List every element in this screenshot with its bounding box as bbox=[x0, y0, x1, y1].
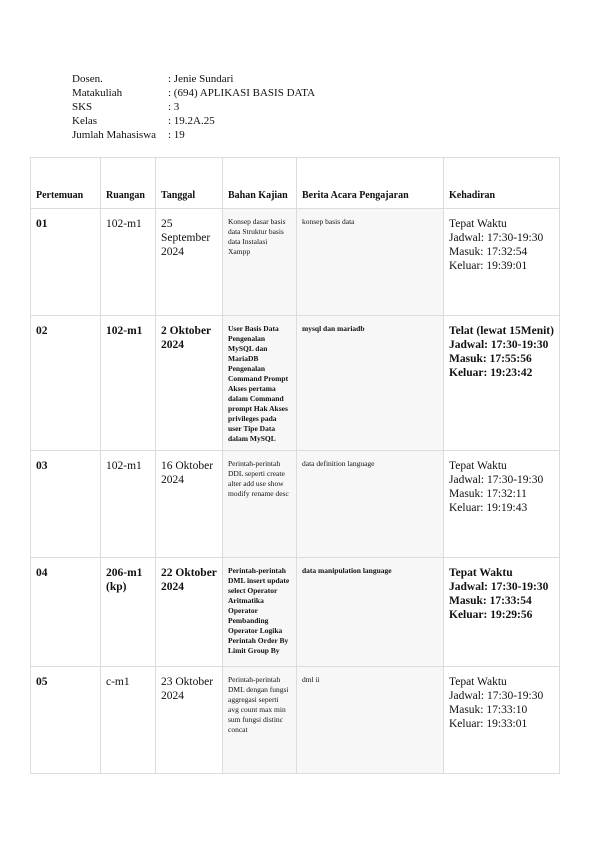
info-row-sks bbox=[72, 100, 315, 114]
table-header-row bbox=[31, 158, 560, 209]
cell-tanggal: 25 September 2024 bbox=[156, 209, 223, 316]
cell-berita-acara: data manipulation language bbox=[297, 558, 444, 667]
cell-bahan-kajian: Perintah-perintah DML insert update select Operator Aritmatika Operator Pembanding Operator Logika Perintah Order By Limit Group By bbox=[223, 558, 297, 667]
header-ruangan: Ruangan bbox=[101, 158, 156, 209]
kehadiran-masuk: Masuk: 17:32:54 bbox=[449, 246, 528, 258]
table-row bbox=[31, 558, 560, 667]
info-value: : 19 bbox=[168, 129, 185, 141]
info-row-matakuliah bbox=[72, 86, 315, 100]
header-tanggal: Tanggal bbox=[156, 158, 223, 209]
cell-ruangan: 102-m1 bbox=[101, 316, 156, 451]
cell-pertemuan: 05 bbox=[31, 667, 101, 774]
kehadiran-masuk: Masuk: 17:32:11 bbox=[449, 488, 527, 500]
kehadiran-jadwal: Jadwal: 17:30-19:30 bbox=[449, 581, 549, 593]
kehadiran-keluar: Keluar: 19:33:01 bbox=[449, 718, 528, 730]
cell-ruangan: 102-m1 bbox=[101, 451, 156, 558]
cell-pertemuan: 01 bbox=[31, 209, 101, 316]
kehadiran-status: Tepat Waktu bbox=[449, 218, 507, 230]
header-bahan-kajian: Bahan Kajian bbox=[223, 158, 297, 209]
header-pertemuan: Pertemuan bbox=[31, 158, 101, 209]
table-row bbox=[31, 209, 560, 316]
info-label: Matakuliah bbox=[72, 87, 123, 99]
kehadiran-status: Tepat Waktu bbox=[449, 676, 507, 688]
kehadiran-jadwal: Jadwal: 17:30-19:30 bbox=[449, 690, 544, 702]
kehadiran-status: Tepat Waktu bbox=[449, 567, 513, 579]
kehadiran-status: Telat (lewat 15Menit) bbox=[449, 325, 554, 337]
kehadiran-keluar: Keluar: 19:23:42 bbox=[449, 367, 533, 379]
cell-bahan-kajian: Konsep dasar basis data Struktur basis data Instalasi Xampp bbox=[223, 209, 297, 316]
info-value: : (694) APLIKASI BASIS DATA bbox=[168, 87, 316, 99]
cell-tanggal: 16 Oktober 2024 bbox=[156, 451, 223, 558]
kehadiran-keluar: Keluar: 19:19:43 bbox=[449, 502, 528, 514]
kehadiran-jadwal: Jadwal: 17:30-19:30 bbox=[449, 339, 549, 351]
header-kehadiran: Kehadiran bbox=[444, 158, 560, 209]
cell-kehadiran bbox=[444, 209, 560, 316]
info-label: Dosen. bbox=[72, 73, 103, 85]
kehadiran-jadwal: Jadwal: 17:30-19:30 bbox=[449, 474, 544, 486]
info-row-kelas bbox=[72, 114, 315, 128]
cell-tanggal: 2 Oktober 2024 bbox=[156, 316, 223, 451]
cell-bahan-kajian: User Basis Data Pengenalan MySQL dan MariaDB Pengenalan Command Prompt Akses pertama dalam Command prompt Hak Akses privileges pada user Tipe Data dalam MySQL bbox=[223, 316, 297, 451]
cell-kehadiran bbox=[444, 316, 560, 451]
cell-kehadiran bbox=[444, 558, 560, 667]
header-berita-acara: Berita Acara Pengajaran bbox=[297, 158, 444, 209]
kehadiran-masuk: Masuk: 17:33:54 bbox=[449, 595, 532, 607]
cell-pertemuan: 04 bbox=[31, 558, 101, 667]
kehadiran-status: Tepat Waktu bbox=[449, 460, 507, 472]
cell-ruangan: c-m1 bbox=[101, 667, 156, 774]
cell-berita-acara: mysql dan mariadb bbox=[297, 316, 444, 451]
cell-pertemuan: 02 bbox=[31, 316, 101, 451]
cell-ruangan: 206-m1 (kp) bbox=[101, 558, 156, 667]
kehadiran-keluar: Keluar: 19:29:56 bbox=[449, 609, 533, 621]
info-value: : 3 bbox=[168, 101, 180, 113]
cell-kehadiran bbox=[444, 451, 560, 558]
table-row bbox=[31, 451, 560, 558]
kehadiran-jadwal: Jadwal: 17:30-19:30 bbox=[449, 232, 544, 244]
kehadiran-masuk: Masuk: 17:33:10 bbox=[449, 704, 528, 716]
kehadiran-masuk: Masuk: 17:55:56 bbox=[449, 353, 532, 365]
kehadiran-keluar: Keluar: 19:39:01 bbox=[449, 260, 528, 272]
cell-bahan-kajian: Perintah-perintah DDL seperti create alter add use show modify rename desc bbox=[223, 451, 297, 558]
cell-berita-acara: data definition language bbox=[297, 451, 444, 558]
cell-tanggal: 23 Oktober 2024 bbox=[156, 667, 223, 774]
table-row bbox=[31, 316, 560, 451]
course-info bbox=[72, 72, 315, 142]
cell-ruangan: 102-m1 bbox=[101, 209, 156, 316]
info-label: Kelas bbox=[72, 115, 98, 127]
info-row-dosen bbox=[72, 72, 315, 86]
info-row-jumlah-mahasiswa bbox=[72, 128, 315, 142]
info-value: : Jenie Sundari bbox=[168, 73, 234, 85]
attendance-table bbox=[30, 157, 560, 774]
info-label: Jumlah Mahasiswa bbox=[72, 129, 157, 141]
info-value: : 19.2A.25 bbox=[168, 115, 215, 127]
cell-berita-acara: konsep basis data bbox=[297, 209, 444, 316]
cell-pertemuan: 03 bbox=[31, 451, 101, 558]
cell-tanggal: 22 Oktober 2024 bbox=[156, 558, 223, 667]
cell-kehadiran bbox=[444, 667, 560, 774]
info-label: SKS bbox=[72, 101, 93, 113]
cell-berita-acara: dml ii bbox=[297, 667, 444, 774]
cell-bahan-kajian: Perintah-perintah DML dengan fungsi aggregasi seperti avg count max min sum fungsi distinc concat bbox=[223, 667, 297, 774]
table-row bbox=[31, 667, 560, 774]
